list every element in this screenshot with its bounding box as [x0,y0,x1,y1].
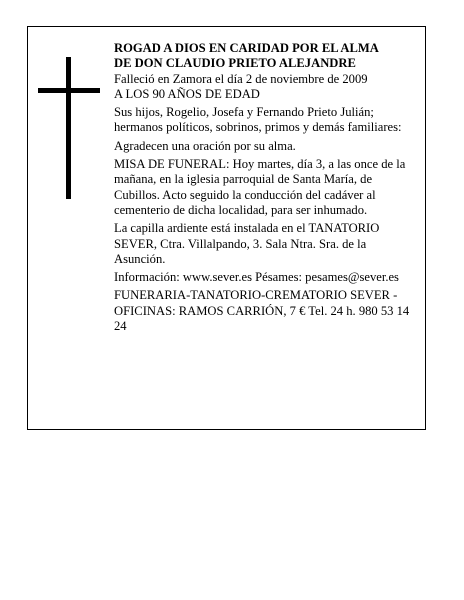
family-text: Sus hijos, Rogelio, Josefa y Fernando Prieto Julián; hermanos políticos, sobrinos, primos y demás familiares: [114,105,402,135]
obituary-notice [27,26,426,430]
notice-text [114,41,420,337]
notice-header-line1: ROGAD A DIOS EN CARIDAD POR EL ALMA [114,41,379,55]
funeral-text: MISA DE FUNERAL: Hoy martes, día 3, a las once de la mañana, en la iglesia parroquial de Santa María, de Cubillos. Acto seguido la conducción del cadáver al cementerio de dicha localidad, para ser inhumado. [114,157,406,217]
cross-icon [38,57,100,199]
cross-vertical-bar [66,57,71,199]
death-line: Falleció en Zamora el día 2 de noviembre de 2009 [114,71,368,86]
age-line: A LOS 90 AÑOS DE EDAD [114,86,260,101]
chapel-text: La capilla ardiente está instalada en el TANATORIO SEVER, Ctra. Villalpando, 3. Sala Ntra. Sra. de la Asunción. [114,221,380,266]
funeral-home-text: FUNERARIA-TANATORIO-CREMATORIO SEVER - OFICINAS: RAMOS CARRIÓN, 7 € Tel. 24 h. 980 53 14 24 [114,288,410,334]
cross-horizontal-bar [38,88,100,93]
notice-header-line2: DE DON CLAUDIO PRIETO ALEJANDRE [114,56,356,71]
info-text: Información: www.sever.es Pésames: pesames@sever.es [114,270,399,285]
thanks-text: Agradecen una oración por su alma. [114,138,296,153]
